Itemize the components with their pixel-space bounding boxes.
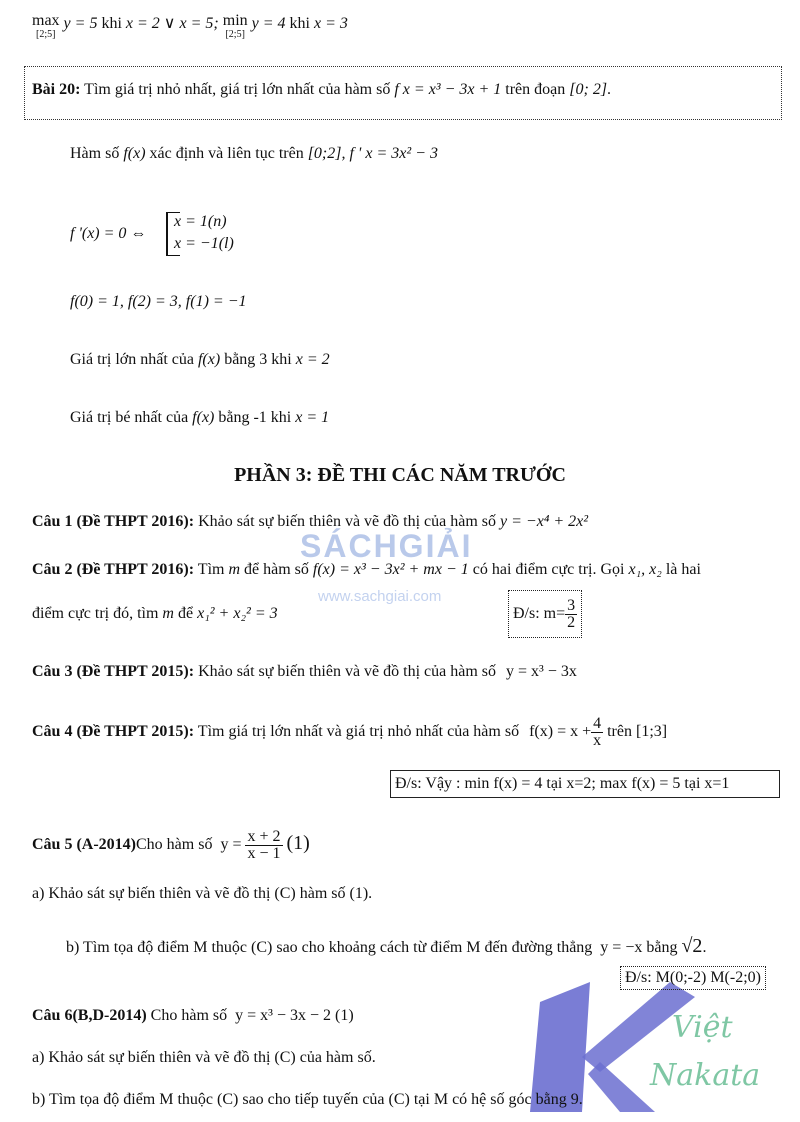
cau5-b-val: √2: [681, 935, 703, 957]
root-1: x = 1(n): [174, 213, 227, 230]
cau3-label: Câu 3 (Đề THPT 2015):: [32, 663, 195, 680]
sol-mid: xác định và liên tục trên: [149, 145, 304, 162]
cau5-text: Cho hàm số: [136, 836, 213, 853]
max-eq: y = 5: [63, 15, 98, 32]
cau5-b-text: b) Tìm tọa độ điểm M thuộc (C) sao cho khoảng cách từ điểm M đến đường thẳng: [66, 939, 593, 956]
cau3-text: Khảo sát sự biến thiên và vẽ đồ thị của hàm số: [198, 663, 497, 680]
cau2-line2-a: điểm cực trị đó, tìm: [32, 605, 159, 622]
max-cond: x = 2 ∨ x = 5;: [125, 15, 219, 32]
watermark-url: www.sachgiai.com: [318, 588, 442, 605]
solution-line-1: [70, 144, 438, 164]
cau5-answer: Đ/s: M(0;-2) M(-2;0): [620, 966, 766, 990]
cau4-func-lhs: f(x) = x +: [529, 723, 592, 740]
cau2-text-b: để hàm số: [244, 561, 309, 578]
cau5-tag: (1): [286, 832, 310, 854]
cau4-label: Câu 4 (Đề THPT 2015):: [32, 723, 195, 740]
cau6-label: Câu 6(B,D-2014): [32, 1007, 147, 1024]
min-statement: [70, 408, 329, 428]
cau1: [32, 512, 588, 532]
min-mid: bằng -1 khi: [218, 409, 292, 426]
function-values: f(0) = 1, f(2) = 3, f(1) = −1: [70, 293, 247, 310]
bai20-tail: trên đoạn: [505, 81, 566, 98]
cau2-func: f(x) = x³ − 3x² + mx − 1: [312, 561, 469, 578]
cau2-m: m: [228, 561, 241, 578]
bai20-text: Tìm giá trị nhỏ nhất, giá trị lớn nhất của hàm số: [84, 81, 391, 98]
sol-interval: [0;2]: [307, 145, 342, 162]
cau2-text-d: là hai: [665, 561, 701, 578]
bai20-line: [32, 80, 611, 100]
cau6: [32, 1006, 354, 1026]
max-label: max [2;5]: [32, 12, 60, 40]
min-label: min [2;5]: [222, 12, 248, 40]
top-max-min-line: [32, 14, 348, 42]
khi-1: khi: [101, 15, 122, 32]
cau1-func: y = −x⁴ + 2x²: [500, 513, 589, 530]
cau2-answer-prefix: Đ/s: m=: [513, 605, 566, 622]
cau4-text: Tìm giá trị lớn nhất và giá trị nhỏ nhất của hàm số: [197, 723, 520, 740]
deriv-lhs: f '(x) = 0 ⇔: [70, 225, 147, 242]
min-eq: y = 4: [251, 15, 286, 32]
khi-2: khi: [289, 15, 310, 32]
cau2-answer: [508, 590, 582, 638]
cau6-part-b: b) Tìm tọa độ điểm M thuộc (C) sao cho tiếp tuyến của (C) tại M có hệ số góc bằng 9.: [32, 1091, 583, 1108]
min-cond-sol: x = 1: [295, 409, 330, 426]
cau1-text: Khảo sát sự biến thiên và vẽ đồ thị của hàm số: [198, 513, 497, 530]
min-func: f(x): [192, 409, 215, 426]
cau2-vars: x₁, x₂: [628, 561, 662, 578]
cau4-tail: trên [1;3]: [607, 723, 668, 740]
min-text: Giá trị bé nhất của: [70, 409, 189, 426]
bai20-interval: [0; 2]: [569, 81, 608, 98]
cau6-func: y = x³ − 3x − 2 (1): [235, 1007, 354, 1024]
max-cond-sol: x = 2: [295, 351, 330, 368]
cau5-label: Câu 5 (A-2014): [32, 836, 136, 853]
bai20-end: .: [607, 81, 612, 98]
cau2-answer-frac: $\frac{3}{2}$: [567, 596, 576, 631]
cau2-line2-m: m: [162, 605, 174, 622]
sol-deriv: , f ' x = 3x² − 3: [341, 145, 438, 162]
cau2-line-1: [32, 560, 701, 580]
watermark-brand: SÁCHGIẢI: [300, 528, 473, 564]
cau6-part-a: a) Khảo sát sự biến thiên và vẽ đồ thị (C) của hàm số.: [32, 1049, 376, 1066]
cau2-cond: x₁² + x₂² = 3: [197, 605, 278, 622]
cau5-b-end: .: [702, 939, 707, 956]
section-title: PHẦN 3: ĐỀ THI CÁC NĂM TRƯỚC: [234, 464, 566, 486]
cau5-part-a: a) Khảo sát sự biến thiên và vẽ đồ thị (C) hàm số (1).: [32, 885, 373, 902]
cau4-answer: Đ/s: Vậy : min f(x) = 4 tại x=2; max f(x) = 5 tại x=1: [390, 770, 780, 798]
cau2-label: Câu 2 (Đề THPT 2016):: [32, 561, 195, 578]
cau5-part-b: [66, 936, 706, 958]
sol-text: Hàm số: [70, 145, 120, 162]
max-func: f(x): [197, 351, 221, 368]
cau4-frac: $\frac{4}{x}$: [593, 714, 602, 749]
cau2-line-2: [32, 604, 278, 624]
sol-func: f(x): [123, 145, 146, 162]
root-2: x = −1(l): [174, 235, 234, 252]
cau3-func: y = x³ − 3x: [506, 663, 577, 680]
min-cond: x = 3: [314, 15, 348, 32]
cau5-y: y =: [220, 836, 242, 853]
cau5-b-line: y = −x: [600, 939, 643, 956]
logo-word-nakata: Nakata: [650, 1058, 761, 1093]
bai20-label: Bài 20:: [32, 81, 81, 98]
cau3: [32, 662, 577, 682]
cau2-line2-b: để: [177, 605, 194, 622]
max-mid: bằng 3 khi: [224, 351, 292, 368]
bai20-func: f x = x³ − 3x + 1: [394, 81, 502, 98]
cau4: [32, 712, 667, 752]
cau2-text-c: có hai điểm cực trị. Gọi: [472, 561, 625, 578]
cau5-b-mid: bằng: [646, 939, 678, 956]
cau6-text: Cho hàm số: [150, 1007, 228, 1024]
cau1-label: Câu 1 (Đề THPT 2016):: [32, 513, 195, 530]
cau2-text-a: Tìm: [197, 561, 225, 578]
cau5: [32, 822, 310, 866]
logo-word-viet: Việt: [672, 1010, 733, 1045]
max-text: Giá trị lớn nhất của: [70, 351, 194, 368]
cau5-frac: $\frac{x + 2}{x - 1}$: [247, 827, 281, 862]
max-statement: [70, 350, 330, 370]
